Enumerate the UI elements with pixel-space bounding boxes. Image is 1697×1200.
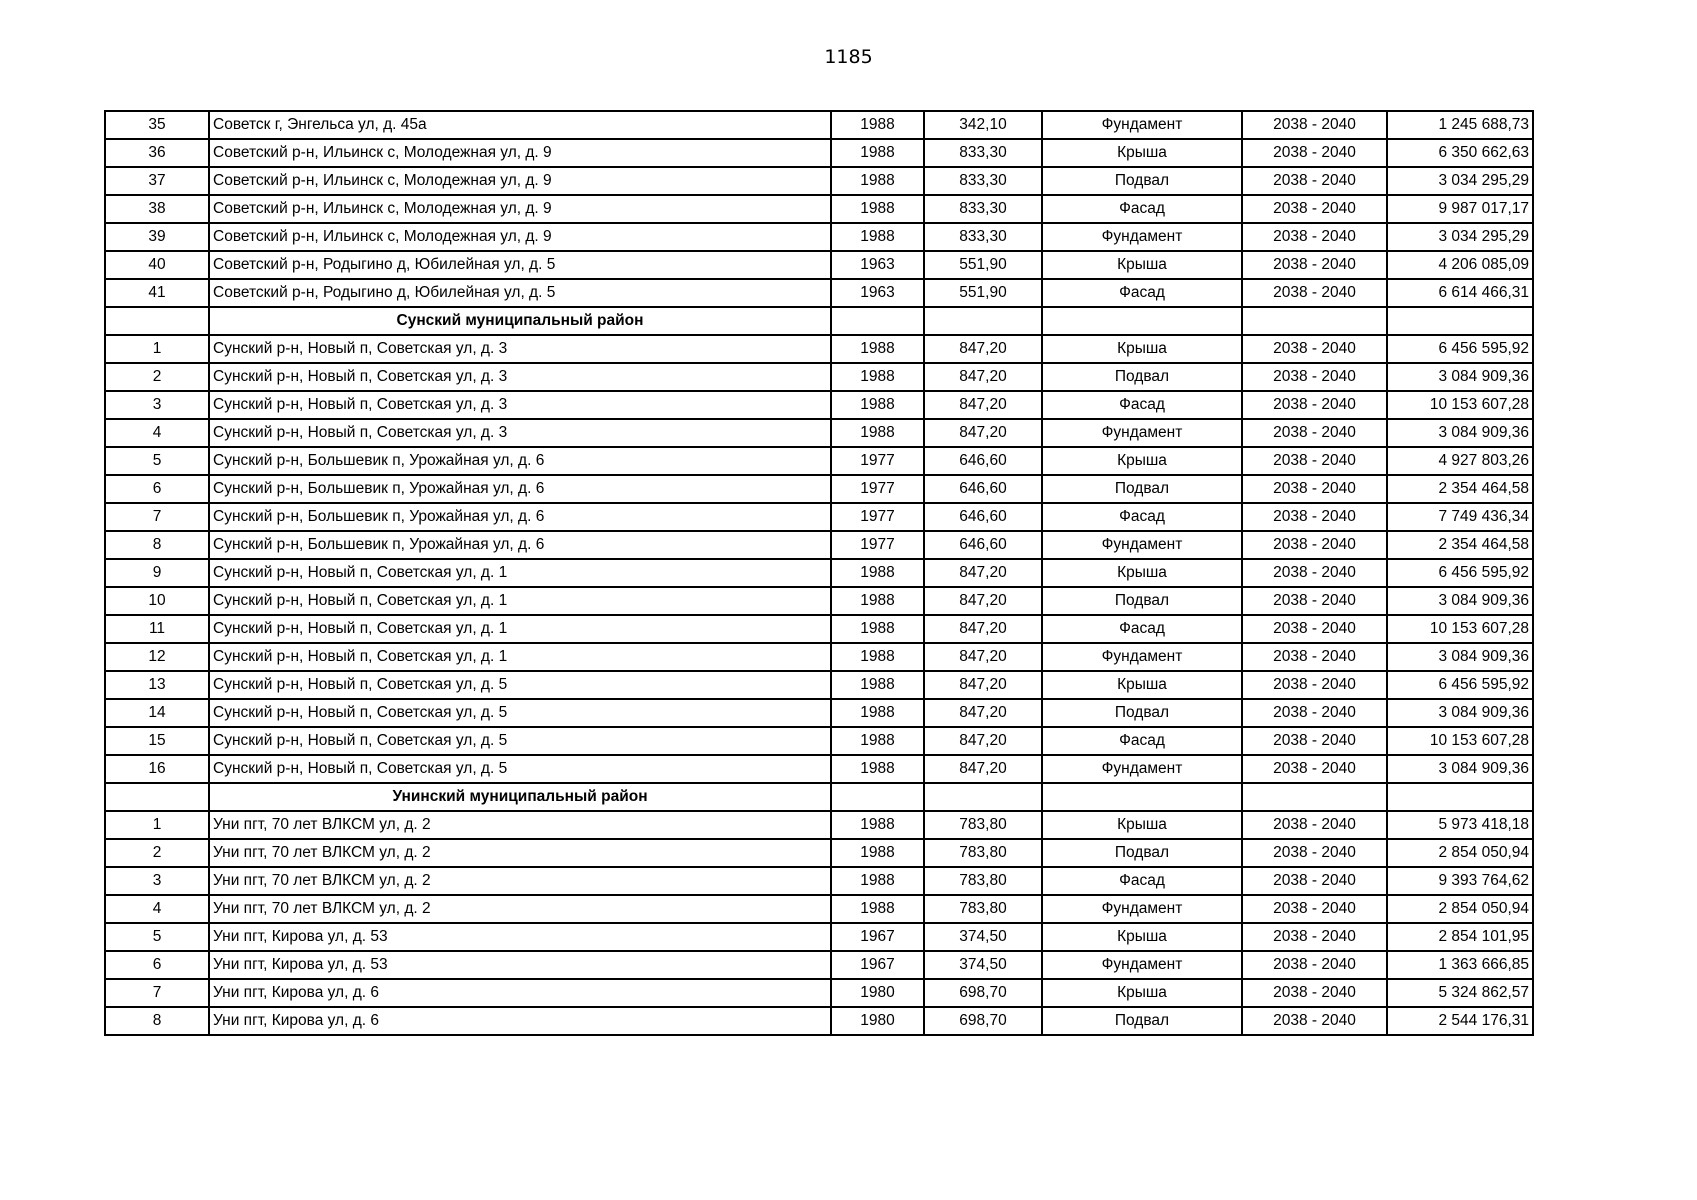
cell-area: 646,60	[924, 531, 1042, 559]
cell-cost: 9 987 017,17	[1387, 195, 1533, 223]
cell-area: 783,80	[924, 811, 1042, 839]
cell-work-type: Фасад	[1042, 195, 1242, 223]
cell-work-type: Подвал	[1042, 587, 1242, 615]
cell-address: Уни пгт, Кирова ул, д. 6	[209, 1007, 831, 1035]
table-row	[105, 475, 1533, 503]
cell-cost: 6 456 595,92	[1387, 671, 1533, 699]
cell-work-type: Фундамент	[1042, 755, 1242, 783]
cell-cost: 10 153 607,28	[1387, 615, 1533, 643]
cell-period: 2038 - 2040	[1242, 391, 1387, 419]
cell-year: 1963	[831, 279, 924, 307]
cell-period: 2038 - 2040	[1242, 699, 1387, 727]
cell-year: 1977	[831, 503, 924, 531]
cell-address: Советский р-н, Родыгино д, Юбилейная ул, д. 5	[209, 251, 831, 279]
cell-number: 8	[105, 1007, 209, 1035]
cell-area: 847,20	[924, 587, 1042, 615]
cell-cost: 6 456 595,92	[1387, 335, 1533, 363]
cell-cost: 3 084 909,36	[1387, 755, 1533, 783]
cell-work-type: Фасад	[1042, 615, 1242, 643]
cell-work-type: Фасад	[1042, 867, 1242, 895]
cell-cost: 7 749 436,34	[1387, 503, 1533, 531]
cell-period: 2038 - 2040	[1242, 979, 1387, 1007]
table-row	[105, 111, 1533, 139]
cell-cost: 10 153 607,28	[1387, 727, 1533, 755]
table-row	[105, 363, 1533, 391]
cell-period: 2038 - 2040	[1242, 727, 1387, 755]
cell-area: 374,50	[924, 951, 1042, 979]
cell-address: Сунский р-н, Новый п, Советская ул, д. 3	[209, 419, 831, 447]
cell-area	[924, 307, 1042, 335]
cell-period: 2038 - 2040	[1242, 503, 1387, 531]
registry-table	[104, 110, 1534, 1036]
cell-address: Уни пгт, 70 лет ВЛКСМ ул, д. 2	[209, 811, 831, 839]
table-row	[105, 251, 1533, 279]
cell-work-type: Фундамент	[1042, 951, 1242, 979]
cell-year: 1988	[831, 895, 924, 923]
cell-number: 16	[105, 755, 209, 783]
cell-period: 2038 - 2040	[1242, 251, 1387, 279]
cell-year: 1988	[831, 419, 924, 447]
cell-address: Сунский р-н, Большевик п, Урожайная ул, д. 6	[209, 447, 831, 475]
cell-cost: 6 350 662,63	[1387, 139, 1533, 167]
cell-period: 2038 - 2040	[1242, 895, 1387, 923]
cell-period: 2038 - 2040	[1242, 643, 1387, 671]
cell-work-type	[1042, 307, 1242, 335]
cell-cost: 2 854 101,95	[1387, 923, 1533, 951]
cell-year: 1988	[831, 671, 924, 699]
cell-cost: 3 084 909,36	[1387, 419, 1533, 447]
cell-year: 1988	[831, 223, 924, 251]
cell-year	[831, 783, 924, 811]
table-row	[105, 223, 1533, 251]
cell-year: 1988	[831, 195, 924, 223]
cell-area: 847,20	[924, 671, 1042, 699]
cell-year: 1988	[831, 363, 924, 391]
table-row	[105, 419, 1533, 447]
cell-year: 1988	[831, 839, 924, 867]
cell-year: 1988	[831, 755, 924, 783]
cell-cost: 6 614 466,31	[1387, 279, 1533, 307]
cell-cost	[1387, 307, 1533, 335]
cell-cost: 2 854 050,94	[1387, 895, 1533, 923]
cell-period	[1242, 307, 1387, 335]
cell-address: Уни пгт, Кирова ул, д. 53	[209, 923, 831, 951]
table-row	[105, 867, 1533, 895]
cell-year: 1988	[831, 111, 924, 139]
table-row	[105, 335, 1533, 363]
cell-area: 646,60	[924, 475, 1042, 503]
cell-cost: 5 324 862,57	[1387, 979, 1533, 1007]
cell-address: Сунский р-н, Новый п, Советская ул, д. 1	[209, 559, 831, 587]
cell-area	[924, 783, 1042, 811]
cell-address: Сунский р-н, Новый п, Советская ул, д. 5	[209, 755, 831, 783]
table-row	[105, 923, 1533, 951]
cell-work-type: Фундамент	[1042, 419, 1242, 447]
cell-cost: 9 393 764,62	[1387, 867, 1533, 895]
cell-address: Уни пгт, 70 лет ВЛКСМ ул, д. 2	[209, 867, 831, 895]
cell-area: 646,60	[924, 503, 1042, 531]
cell-address: Советский р-н, Ильинск с, Молодежная ул, д. 9	[209, 195, 831, 223]
cell-address: Сунский р-н, Новый п, Советская ул, д. 3	[209, 363, 831, 391]
table-row	[105, 643, 1533, 671]
cell-year: 1988	[831, 587, 924, 615]
page-number: 1185	[824, 46, 873, 68]
cell-year: 1977	[831, 475, 924, 503]
cell-address: Сунский р-н, Новый п, Советская ул, д. 3	[209, 391, 831, 419]
cell-period: 2038 - 2040	[1242, 839, 1387, 867]
section-header-row	[105, 307, 1533, 335]
cell-area: 783,80	[924, 867, 1042, 895]
cell-cost: 2 544 176,31	[1387, 1007, 1533, 1035]
cell-number: 15	[105, 727, 209, 755]
cell-period: 2038 - 2040	[1242, 615, 1387, 643]
cell-period: 2038 - 2040	[1242, 755, 1387, 783]
cell-address: Сунский р-н, Новый п, Советская ул, д. 1	[209, 643, 831, 671]
cell-year: 1988	[831, 811, 924, 839]
cell-area: 551,90	[924, 279, 1042, 307]
cell-area: 698,70	[924, 1007, 1042, 1035]
cell-number: 37	[105, 167, 209, 195]
cell-cost: 4 206 085,09	[1387, 251, 1533, 279]
cell-year: 1967	[831, 923, 924, 951]
cell-year: 1988	[831, 867, 924, 895]
cell-address: Сунский р-н, Новый п, Советская ул, д. 5	[209, 699, 831, 727]
cell-area: 847,20	[924, 643, 1042, 671]
table-row	[105, 727, 1533, 755]
cell-year: 1977	[831, 447, 924, 475]
cell-work-type: Фасад	[1042, 391, 1242, 419]
table-row	[105, 755, 1533, 783]
table-row	[105, 167, 1533, 195]
cell-area: 783,80	[924, 895, 1042, 923]
cell-work-type: Фасад	[1042, 503, 1242, 531]
cell-cost: 3 034 295,29	[1387, 167, 1533, 195]
cell-area: 646,60	[924, 447, 1042, 475]
cell-work-type: Крыша	[1042, 251, 1242, 279]
cell-number: 9	[105, 559, 209, 587]
cell-number: 41	[105, 279, 209, 307]
cell-cost	[1387, 783, 1533, 811]
cell-work-type: Фасад	[1042, 279, 1242, 307]
cell-period: 2038 - 2040	[1242, 111, 1387, 139]
cell-area: 342,10	[924, 111, 1042, 139]
section-header-row	[105, 783, 1533, 811]
cell-cost: 10 153 607,28	[1387, 391, 1533, 419]
cell-year: 1988	[831, 727, 924, 755]
cell-number: 1	[105, 335, 209, 363]
cell-area: 698,70	[924, 979, 1042, 1007]
cell-area: 847,20	[924, 363, 1042, 391]
table-row	[105, 615, 1533, 643]
cell-year: 1988	[831, 335, 924, 363]
cell-period: 2038 - 2040	[1242, 531, 1387, 559]
cell-work-type: Крыша	[1042, 559, 1242, 587]
cell-area: 783,80	[924, 839, 1042, 867]
cell-number: 5	[105, 923, 209, 951]
table-row	[105, 811, 1533, 839]
cell-cost: 3 084 909,36	[1387, 699, 1533, 727]
cell-address: Уни пгт, Кирова ул, д. 53	[209, 951, 831, 979]
cell-year: 1988	[831, 139, 924, 167]
cell-area: 833,30	[924, 139, 1042, 167]
cell-number: 35	[105, 111, 209, 139]
cell-period: 2038 - 2040	[1242, 195, 1387, 223]
cell-cost: 2 354 464,58	[1387, 475, 1533, 503]
cell-period: 2038 - 2040	[1242, 671, 1387, 699]
cell-address: Советский р-н, Ильинск с, Молодежная ул, д. 9	[209, 139, 831, 167]
cell-number	[105, 307, 209, 335]
cell-number: 6	[105, 951, 209, 979]
cell-work-type: Фундамент	[1042, 895, 1242, 923]
cell-period: 2038 - 2040	[1242, 447, 1387, 475]
cell-work-type: Крыша	[1042, 139, 1242, 167]
cell-work-type: Крыша	[1042, 923, 1242, 951]
cell-number: 3	[105, 391, 209, 419]
cell-cost: 1 245 688,73	[1387, 111, 1533, 139]
cell-year: 1988	[831, 391, 924, 419]
cell-work-type: Крыша	[1042, 447, 1242, 475]
cell-work-type: Подвал	[1042, 167, 1242, 195]
cell-number: 2	[105, 363, 209, 391]
cell-cost: 5 973 418,18	[1387, 811, 1533, 839]
cell-number: 39	[105, 223, 209, 251]
cell-area: 847,20	[924, 755, 1042, 783]
table-row	[105, 895, 1533, 923]
cell-work-type: Фундамент	[1042, 531, 1242, 559]
cell-period: 2038 - 2040	[1242, 139, 1387, 167]
cell-work-type: Крыша	[1042, 979, 1242, 1007]
cell-address: Сунский р-н, Новый п, Советская ул, д. 1	[209, 615, 831, 643]
cell-period: 2038 - 2040	[1242, 475, 1387, 503]
cell-year: 1988	[831, 559, 924, 587]
cell-area: 847,20	[924, 419, 1042, 447]
cell-year	[831, 307, 924, 335]
cell-number: 3	[105, 867, 209, 895]
cell-address: Уни пгт, 70 лет ВЛКСМ ул, д. 2	[209, 895, 831, 923]
cell-address: Сунский р-н, Новый п, Советская ул, д. 5	[209, 727, 831, 755]
cell-address: Сунский р-н, Большевик п, Урожайная ул, д. 6	[209, 503, 831, 531]
cell-number: 5	[105, 447, 209, 475]
cell-number	[105, 783, 209, 811]
cell-work-type: Подвал	[1042, 699, 1242, 727]
table-row	[105, 139, 1533, 167]
cell-number: 2	[105, 839, 209, 867]
cell-period: 2038 - 2040	[1242, 167, 1387, 195]
cell-number: 10	[105, 587, 209, 615]
cell-area: 374,50	[924, 923, 1042, 951]
cell-work-type: Крыша	[1042, 335, 1242, 363]
cell-cost: 1 363 666,85	[1387, 951, 1533, 979]
cell-period: 2038 - 2040	[1242, 867, 1387, 895]
table-row	[105, 699, 1533, 727]
cell-year: 1988	[831, 643, 924, 671]
table-row	[105, 447, 1533, 475]
table-body	[105, 111, 1533, 1035]
cell-area: 847,20	[924, 335, 1042, 363]
cell-work-type: Фундамент	[1042, 643, 1242, 671]
table-row	[105, 559, 1533, 587]
section-title: Унинский муниципальный район	[209, 783, 831, 811]
cell-area: 833,30	[924, 195, 1042, 223]
cell-cost: 6 456 595,92	[1387, 559, 1533, 587]
cell-number: 40	[105, 251, 209, 279]
cell-area: 847,20	[924, 699, 1042, 727]
cell-period: 2038 - 2040	[1242, 335, 1387, 363]
cell-cost: 2 854 050,94	[1387, 839, 1533, 867]
cell-work-type: Подвал	[1042, 839, 1242, 867]
cell-year: 1963	[831, 251, 924, 279]
cell-period: 2038 - 2040	[1242, 1007, 1387, 1035]
cell-area: 833,30	[924, 223, 1042, 251]
cell-period: 2038 - 2040	[1242, 223, 1387, 251]
table-row	[105, 279, 1533, 307]
cell-number: 7	[105, 979, 209, 1007]
cell-number: 13	[105, 671, 209, 699]
cell-area: 847,20	[924, 559, 1042, 587]
cell-address: Уни пгт, Кирова ул, д. 6	[209, 979, 831, 1007]
cell-period: 2038 - 2040	[1242, 559, 1387, 587]
cell-address: Сунский р-н, Большевик п, Урожайная ул, д. 6	[209, 531, 831, 559]
cell-address: Советск г, Энгельса ул, д. 45а	[209, 111, 831, 139]
cell-work-type: Фундамент	[1042, 111, 1242, 139]
cell-year: 1988	[831, 167, 924, 195]
cell-address: Сунский р-н, Новый п, Советская ул, д. 3	[209, 335, 831, 363]
cell-cost: 3 084 909,36	[1387, 643, 1533, 671]
cell-area: 551,90	[924, 251, 1042, 279]
cell-work-type: Фасад	[1042, 727, 1242, 755]
cell-address: Сунский р-н, Новый п, Советская ул, д. 1	[209, 587, 831, 615]
cell-work-type: Крыша	[1042, 811, 1242, 839]
table-row	[105, 979, 1533, 1007]
table-row	[105, 671, 1533, 699]
cell-period: 2038 - 2040	[1242, 811, 1387, 839]
cell-period: 2038 - 2040	[1242, 419, 1387, 447]
table-row	[105, 195, 1533, 223]
table-row	[105, 839, 1533, 867]
cell-area: 847,20	[924, 615, 1042, 643]
cell-number: 7	[105, 503, 209, 531]
cell-number: 6	[105, 475, 209, 503]
cell-year: 1967	[831, 951, 924, 979]
cell-number: 12	[105, 643, 209, 671]
cell-area: 847,20	[924, 391, 1042, 419]
table-row	[105, 951, 1533, 979]
cell-work-type: Подвал	[1042, 363, 1242, 391]
cell-work-type: Фундамент	[1042, 223, 1242, 251]
cell-period: 2038 - 2040	[1242, 279, 1387, 307]
cell-work-type: Подвал	[1042, 475, 1242, 503]
cell-cost: 3 084 909,36	[1387, 363, 1533, 391]
cell-address: Сунский р-н, Большевик п, Урожайная ул, д. 6	[209, 475, 831, 503]
table-row	[105, 391, 1533, 419]
cell-number: 8	[105, 531, 209, 559]
cell-address: Советский р-н, Ильинск с, Молодежная ул, д. 9	[209, 223, 831, 251]
table-row	[105, 1007, 1533, 1035]
cell-work-type: Подвал	[1042, 1007, 1242, 1035]
cell-address: Советский р-н, Ильинск с, Молодежная ул, д. 9	[209, 167, 831, 195]
cell-period: 2038 - 2040	[1242, 587, 1387, 615]
cell-cost: 2 354 464,58	[1387, 531, 1533, 559]
cell-period: 2038 - 2040	[1242, 923, 1387, 951]
cell-work-type: Крыша	[1042, 671, 1242, 699]
cell-address: Сунский р-н, Новый п, Советская ул, д. 5	[209, 671, 831, 699]
cell-period	[1242, 783, 1387, 811]
cell-period: 2038 - 2040	[1242, 363, 1387, 391]
cell-number: 38	[105, 195, 209, 223]
cell-area: 833,30	[924, 167, 1042, 195]
table-row	[105, 503, 1533, 531]
cell-period: 2038 - 2040	[1242, 951, 1387, 979]
cell-year: 1980	[831, 979, 924, 1007]
cell-year: 1988	[831, 699, 924, 727]
cell-number: 14	[105, 699, 209, 727]
cell-number: 36	[105, 139, 209, 167]
cell-year: 1977	[831, 531, 924, 559]
cell-work-type	[1042, 783, 1242, 811]
cell-cost: 3 084 909,36	[1387, 587, 1533, 615]
cell-area: 847,20	[924, 727, 1042, 755]
cell-cost: 3 034 295,29	[1387, 223, 1533, 251]
table-row	[105, 531, 1533, 559]
table-row	[105, 587, 1533, 615]
cell-number: 4	[105, 895, 209, 923]
cell-number: 11	[105, 615, 209, 643]
cell-number: 4	[105, 419, 209, 447]
cell-address: Советский р-н, Родыгино д, Юбилейная ул, д. 5	[209, 279, 831, 307]
cell-address: Уни пгт, 70 лет ВЛКСМ ул, д. 2	[209, 839, 831, 867]
cell-number: 1	[105, 811, 209, 839]
cell-year: 1988	[831, 615, 924, 643]
cell-year: 1980	[831, 1007, 924, 1035]
cell-cost: 4 927 803,26	[1387, 447, 1533, 475]
section-title: Сунский муниципальный район	[209, 307, 831, 335]
